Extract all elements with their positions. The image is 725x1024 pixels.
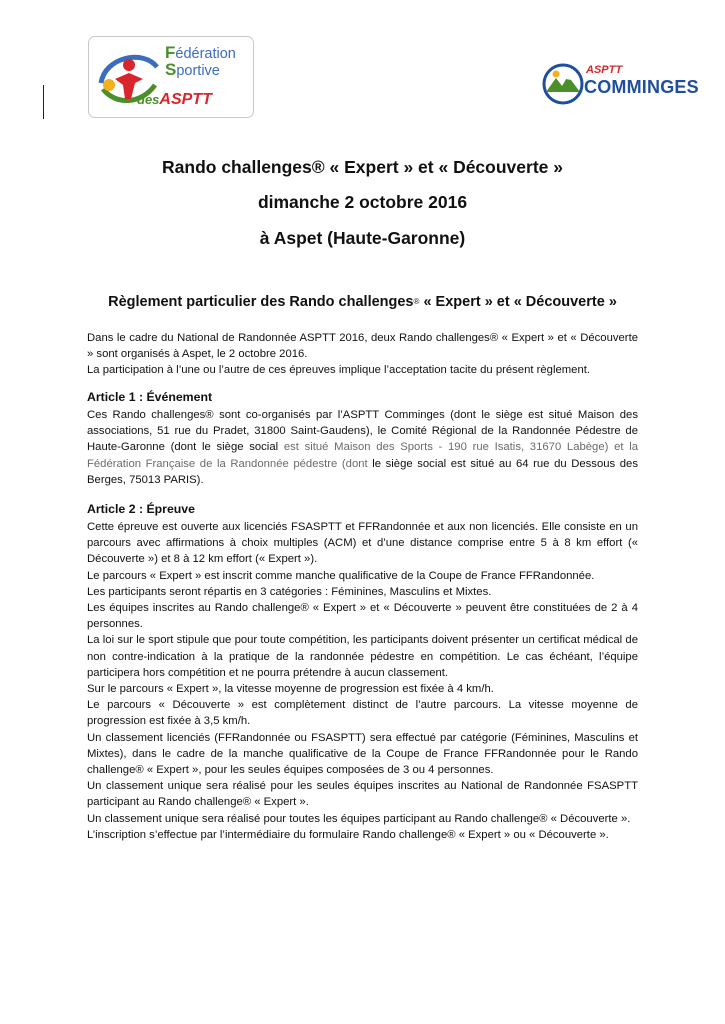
- article-2-paragraph: L’inscription s’effectue par l’intermédiaire du formulaire Rando challenge® « Expert » ou « Découverte ».: [87, 828, 609, 841]
- article-1-heading: Article 1 : Événement: [87, 390, 213, 404]
- article-2-paragraph: Un classement unique sera réalisé pour les seules équipes inscrites au National de Randonnée FSASPTT participant au Rando challenge® « Expert ».: [87, 780, 638, 809]
- article-2-paragraph: Sur le parcours « Expert », la vitesse moyenne de progression est fixée à 4 km/h.: [87, 683, 494, 696]
- margin-marker: [43, 85, 44, 119]
- fsa-logo: [88, 36, 254, 118]
- comminges-logo: [540, 62, 699, 106]
- article-1-body: Ces Rando challenges® sont co-organisés par l’ASPTT Comminges (dont le siège est situé Maison des associations, 51 rue du Pradet, 31800 Saint-Gaudens), le Comité Régional de la Randonnée Pédestre de Haute-Garonne (dont le siège social est situé Maison des Sports - 190 rue Isatis, 31670 Labège) et la Fédération Française de la Randonnée pédestre (dont le siège social est situé au 64 rue du Dessous des Berges, 75013 PARIS).: [87, 409, 639, 486]
- comminges-name: COMMINGES: [584, 77, 699, 97]
- intro-acceptance: La participation à l’une ou l’autre de ces épreuves implique l’acceptation tacite du présent règlement.: [87, 364, 591, 376]
- article-2-heading: Article 2 : Épreuve: [87, 502, 195, 516]
- article-2-paragraph: Un classement licenciés (FFRandonnée ou FSASPTT) sera effectué par catégorie (Féminines, Masculins et Mixtes), dans le cadre de la manche qualificative de la Coupe de France FFRandonnée pour le Rando challenge® « Expert », pour les seules équipes composées de 3 ou 4 personnes.: [87, 731, 638, 777]
- comminges-asptt-label: ASPTT: [586, 64, 623, 76]
- article-2-paragraph: Un classement unique sera réalisé pour toutes les équipes participant au Rando challenge® « Découverte ».: [87, 812, 631, 825]
- article-2-paragraph: Les équipes inscrites au Rando challenge® « Expert » et « Découverte » peuvent être constituées de 2 à 4 personnes.: [87, 602, 638, 631]
- intro-paragraph: Dans le cadre du National de Randonnée ASPTT 2016, deux Rando challenges® « Expert » et « Découverte » sont organisés à Aspet, le 2 octobre 2016.: [87, 332, 638, 361]
- rules-title: Règlement particulier des Rando challenges® « Expert » et « Découverte »: [108, 294, 617, 310]
- mountain-sun-icon: [540, 62, 586, 106]
- fsa-logo-text: Fédération Sportive: [165, 43, 236, 79]
- event-location: à Aspet (Haute-Garonne): [259, 228, 466, 248]
- event-date: dimanche 2 octobre 2016: [257, 192, 468, 212]
- article-2-paragraph: Le parcours « Découverte » est complètement distinct de l’autre parcours. La vitesse moyenne de progression est fixée à 3,5 km/h.: [87, 699, 638, 728]
- article-2-paragraph: La loi sur le sport stipule que pour toute compétition, les participants doivent présenter un certificat médical de non contre-indication à la pratique de la randonnée pédestre en compétition. Le cas échéant, l’équipe participera hors compétition et ne pourra prétendre à aucun classement.: [87, 634, 638, 679]
- article-2-paragraph: Cette épreuve est ouverte aux licenciés FSASPTT et FFRandonnée et aux non licenciés. Elle consiste en un parcours avec affirmations à choix multiples (ACM) et d’une distance comprise entre 5 à 8 km effort (« Découverte ») et 8 à 12 km effort (« Expert »).: [87, 521, 638, 566]
- fsa-logo-subtext: desASPTT: [137, 91, 212, 108]
- event-title: Rando challenges® « Expert » et « Découverte »: [162, 157, 563, 177]
- article-2-body: [87, 519, 638, 843]
- article-2-paragraph: Les participants seront répartis en 3 catégories : Féminines, Masculins et Mixtes.: [87, 585, 492, 598]
- article-2-paragraph: Le parcours « Expert » est inscrit comme manche qualificative de la Coupe de France FFRandonnée.: [87, 569, 595, 582]
